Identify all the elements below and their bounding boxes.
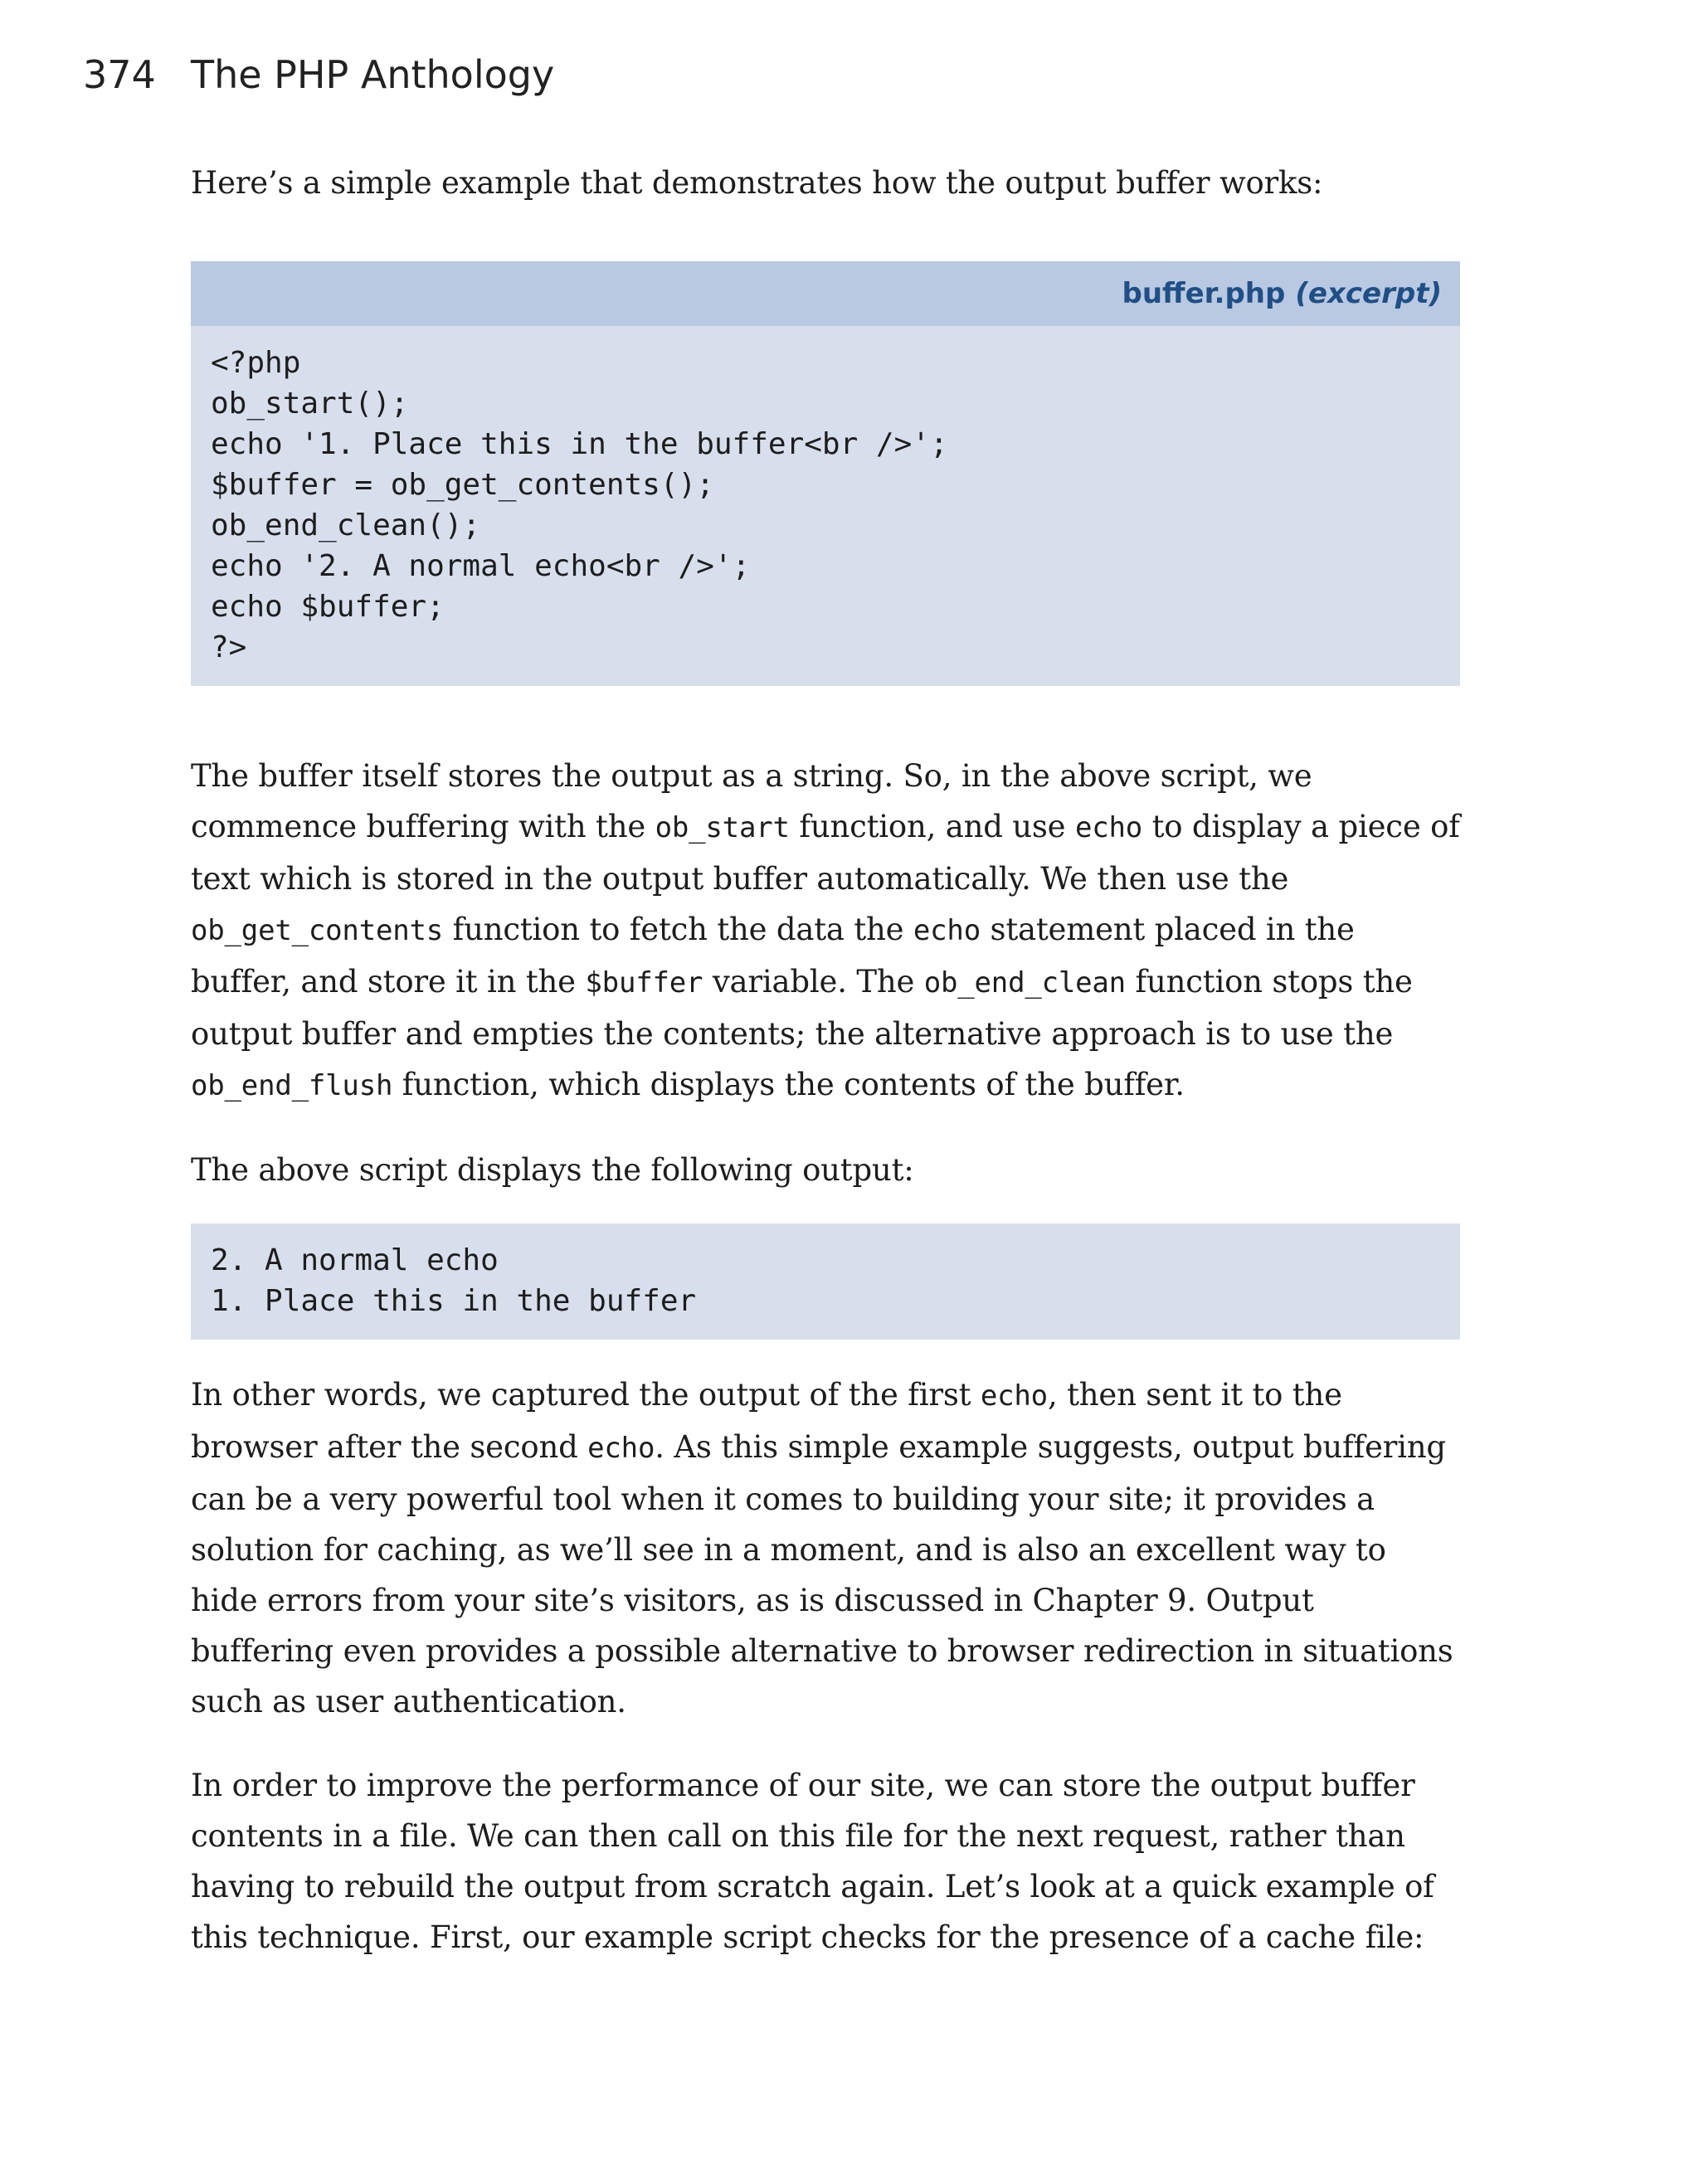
page-number: 374 — [83, 52, 156, 97]
text-run: . As this simple example suggests, output buffering can be a very powerful tool when it comes to building your site; it provides a solution for caching, as we’ll see in a moment, and is also an excellent way to hide errors from your site’s visitors, as is discussed in Chapter 9. Output buffering even provides a possible alternative to browser redirection in situations such as user authentication. — [191, 1429, 1453, 1719]
output-line: 2. A normal echo — [211, 1243, 499, 1277]
running-header — [83, 48, 554, 101]
text-run: to display a piece of text which is stored in the output buffer automatically. We then use the — [191, 809, 1460, 897]
inline-code: echo — [1074, 811, 1143, 844]
summary-paragraph — [191, 1369, 1460, 1727]
text-run: variable. The — [703, 964, 924, 1000]
code-line: echo '1. Place this in the buffer<br />'; — [211, 427, 948, 461]
inline-code: echo — [587, 1432, 655, 1465]
code-listing-title — [191, 261, 1460, 326]
intro-paragraph: Here’s a simple example that demonstrates how the output buffer works: — [191, 165, 1323, 201]
text-run: function, and use — [789, 809, 1075, 844]
inline-code: $buffer — [585, 966, 703, 1000]
caching-paragraph: In order to improve the performance of our site, we can store the output buffer contents in a file. We can then call on this file for the next request, rather than having to rebuild the output from scratch again. Let’s look at a quick example of this technique. First, our example script checks for the presence of a cache file: — [191, 1768, 1434, 1955]
text-run: , then sent it to the browser after the second — [191, 1377, 1342, 1465]
inline-code: ob_get_contents — [191, 914, 444, 947]
code-line: ob_end_clean(); — [211, 508, 481, 542]
text-run: statement placed in the buffer, and store it in the — [191, 912, 1355, 1000]
text-run: function, which displays the contents of the buffer. — [392, 1067, 1185, 1102]
code-listing-body — [191, 326, 1460, 686]
code-line: <?php — [211, 346, 301, 380]
code-line: $buffer = ob_get_contents(); — [211, 468, 714, 502]
output-intro-paragraph: The above script displays the following output: — [191, 1152, 914, 1188]
inline-code: ob_end_flush — [191, 1069, 393, 1102]
text-run: The buffer itself stores the output as a string. So, in the above script, we commence buffering with the — [191, 758, 1312, 844]
code-line: echo $buffer; — [211, 590, 445, 624]
inline-code: echo — [980, 1379, 1048, 1413]
code-filename: buffer.php — [1122, 277, 1286, 310]
text-run: In other words, we captured the output of the first — [191, 1377, 981, 1413]
inline-code: ob_end_clean — [923, 966, 1126, 1000]
inline-code: echo — [913, 914, 981, 947]
output-line: 1. Place this in the buffer — [211, 1284, 697, 1318]
code-line: ob_start(); — [211, 387, 409, 421]
explanation-paragraph — [191, 751, 1460, 1111]
text-run: function to fetch the data the — [443, 912, 913, 947]
code-excerpt-note: (excerpt) — [1295, 277, 1442, 310]
text-run: function stops the output buffer and empties the contents; the alternative approach is to use the — [191, 964, 1413, 1052]
inline-code: ob_start — [655, 811, 790, 844]
page-body — [191, 158, 1460, 1963]
output-listing — [191, 1223, 1460, 1340]
code-line: ?> — [211, 630, 247, 664]
book-title: The PHP Anthology — [191, 52, 555, 97]
code-listing — [191, 261, 1460, 686]
code-line: echo '2. A normal echo<br />'; — [211, 549, 751, 583]
